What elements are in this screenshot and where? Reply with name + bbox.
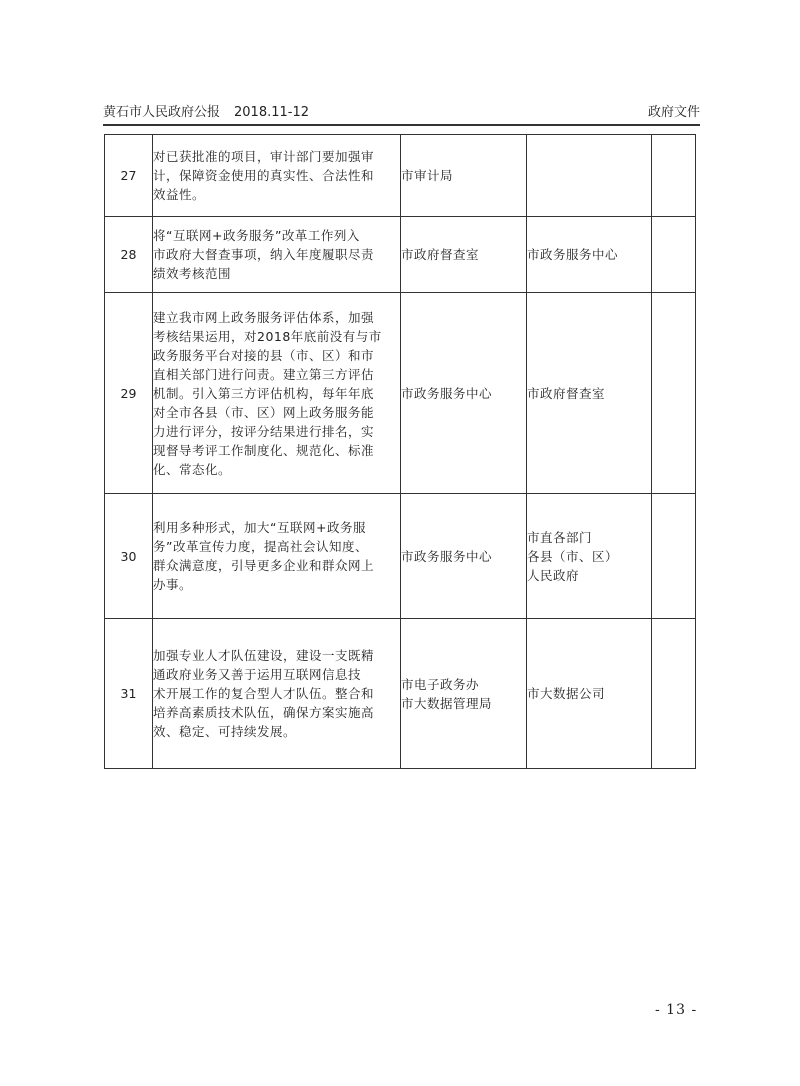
- row-number: 29: [105, 293, 153, 494]
- task-content-line: 术开展工作的复合型人才队伍。整合和: [153, 686, 375, 701]
- task-content-line: 市政府大督查事项，纳入年度履职尽责: [153, 247, 375, 262]
- cooperating-unit: [527, 619, 652, 769]
- task-content-line: 效益性。: [153, 187, 206, 202]
- task-content-line: 将“互联网+政务服务”改革工作列入: [153, 228, 360, 243]
- task-content-line: 直相关部门进行问责。建立第三方评估: [153, 366, 375, 382]
- cooperating-unit: [527, 494, 652, 619]
- page-header: [103, 104, 700, 126]
- task-content: [153, 217, 401, 293]
- task-content-line: 通政府业务又善于运用互联网信息技: [153, 667, 362, 682]
- row-number: 31: [105, 619, 153, 769]
- table-row: [105, 135, 696, 217]
- task-content-line: 化、常态化。: [153, 461, 232, 477]
- row-number: 27: [105, 135, 153, 217]
- remarks-cell: [652, 293, 696, 494]
- row-number: 30: [105, 494, 153, 619]
- remarks-cell: [652, 494, 696, 619]
- task-content: [153, 293, 401, 494]
- task-content-line: 政务服务平台对接的县（市、区）和市: [153, 347, 375, 363]
- task-content: [153, 494, 401, 619]
- publication-date: 2018.11-12: [234, 105, 310, 120]
- task-content-line: 计，保障资金使用的真实性、合法性和: [153, 168, 375, 183]
- lead-unit: [401, 135, 527, 217]
- task-content-line: 力进行评分，按评分结果进行排名，实: [153, 423, 375, 439]
- task-content-line: 务”改革宣传力度，提高社会认知度、: [153, 539, 368, 554]
- lead-unit-line: 市政务服务中心: [401, 385, 493, 401]
- cooperating-unit-line: 各县（市、区）: [527, 548, 619, 564]
- task-content-line: 绩效考核范围: [153, 266, 232, 281]
- table-row: [105, 293, 696, 494]
- table-row: [105, 494, 696, 619]
- cooperating-unit-line: 市直各部门: [527, 529, 593, 545]
- lead-unit-line: 市大数据管理局: [401, 695, 493, 711]
- cooperating-unit: [527, 135, 652, 217]
- row-number: 28: [105, 217, 153, 293]
- task-table: [104, 134, 696, 769]
- remarks-cell: [652, 217, 696, 293]
- task-content-line: 考核结果运用，对2018年底前没有与市: [153, 328, 382, 344]
- cooperating-unit-line: 市政务服务中心: [527, 247, 619, 262]
- publication-title: 黄石市人民政府公报: [103, 105, 221, 120]
- task-content-line: 对已获批准的项目，审计部门要加强审: [153, 149, 375, 164]
- task-content-line: 利用多种形式，加大“互联网+政务服: [153, 520, 366, 535]
- task-content-line: 机制。引入第三方评估机构，每年年底: [153, 385, 375, 401]
- lead-unit: [401, 494, 527, 619]
- task-content-line: 现督导考评工作制度化、规范化、标准: [153, 442, 375, 458]
- task-content-line: 效、稳定、可持续发展。: [153, 724, 297, 739]
- task-content-line: 培养高素质技术队伍，确保方案实施高: [153, 705, 375, 720]
- lead-unit: [401, 619, 527, 769]
- lead-unit: [401, 293, 527, 494]
- lead-unit-line: 市审计局: [401, 168, 454, 183]
- table-row: [105, 619, 696, 769]
- section-title: 政府文件: [647, 105, 700, 120]
- remarks-cell: [652, 135, 696, 217]
- page-number: - 13 -: [655, 1002, 698, 1018]
- remarks-cell: [652, 619, 696, 769]
- cooperating-unit-line: 市大数据公司: [527, 686, 606, 701]
- task-content: [153, 135, 401, 217]
- lead-unit-line: 市政府督查室: [401, 247, 480, 262]
- task-content: [153, 619, 401, 769]
- task-content-line: 建立我市网上政务服务评估体系，加强: [153, 309, 375, 325]
- lead-unit-line: 市政务服务中心: [401, 548, 493, 564]
- table-row: [105, 217, 696, 293]
- task-content-line: 群众满意度，引导更多企业和群众网上: [153, 558, 375, 573]
- lead-unit: [401, 217, 527, 293]
- task-content-line: 对全市各县（市、区）网上政务服务能: [153, 404, 375, 420]
- cooperating-unit: [527, 293, 652, 494]
- task-content-line: 办事。: [153, 577, 193, 592]
- lead-unit-line: 市电子政务办: [401, 676, 480, 692]
- cooperating-unit-line: 市政府督查室: [527, 385, 606, 401]
- task-content-line: 加强专业人才队伍建设，建设一支既精: [153, 648, 375, 663]
- header-left: [103, 104, 309, 122]
- cooperating-unit: [527, 217, 652, 293]
- cooperating-unit-line: 人民政府: [527, 567, 580, 583]
